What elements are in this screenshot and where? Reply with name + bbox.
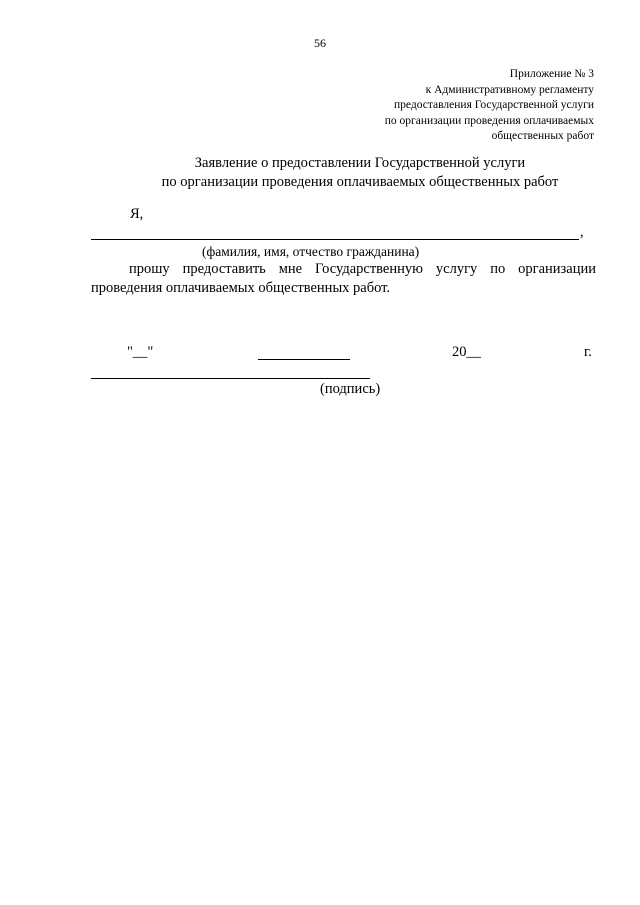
annex-line: по организации проведения оплачиваемых bbox=[384, 114, 594, 127]
date-year-field: 20__ bbox=[452, 344, 481, 360]
applicant-label: Я, bbox=[130, 206, 144, 222]
title-line: по организации проведения оплачиваемых общественных работ bbox=[161, 174, 559, 190]
page-number: 56 bbox=[314, 36, 326, 50]
request-line: проведения оплачиваемых общественных работ. bbox=[91, 280, 391, 296]
applicant-name-line bbox=[91, 239, 579, 240]
applicant-name-comma: , bbox=[580, 224, 584, 240]
request-line: прошу предоставить мне Государственную услугу по организации bbox=[129, 261, 596, 277]
date-day-field: "__" bbox=[127, 344, 154, 360]
signature-caption: (подпись) bbox=[320, 381, 381, 397]
date-year-suffix: г. bbox=[584, 344, 592, 360]
request-text bbox=[91, 260, 596, 298]
annex-line: Приложение № 3 bbox=[509, 68, 594, 80]
title-line: Заявление о предоставлении Государственной услуги bbox=[194, 155, 526, 171]
signature-line bbox=[91, 378, 370, 379]
applicant-name-caption: (фамилия, имя, отчество гражданина) bbox=[202, 244, 420, 259]
document-title bbox=[0, 154, 640, 192]
annex-line: общественных работ bbox=[491, 130, 594, 142]
annex-line: к Административному регламенту bbox=[425, 83, 594, 96]
annex-header bbox=[385, 67, 594, 145]
annex-line: предоставления Государственной услуги bbox=[394, 99, 594, 111]
date-month-line bbox=[258, 359, 350, 360]
